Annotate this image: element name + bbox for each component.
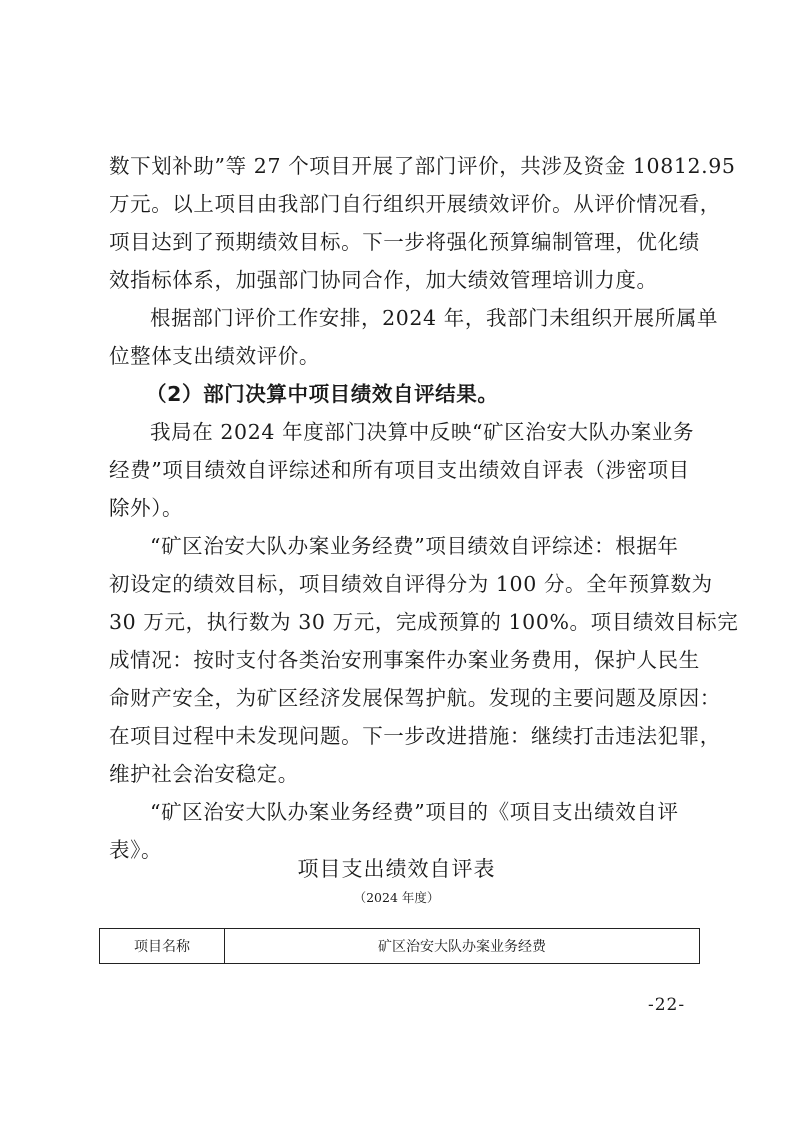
paragraph-4-line-2: 初设定的绩效目标，项目绩效自评得分为 100 分。全年预算数为 [109,572,713,596]
paragraph-4-line-6: 在项目过程中未发现问题。下一步改进措施：继续打击违法犯罪， [109,724,721,748]
evaluation-table [99,928,700,964]
paragraph-4-line-7: 维护社会治安稳定。 [109,762,299,786]
table-row [100,929,700,964]
paragraph-3-line-1: 我局在 2024 年度部门决算中反映“矿区治安大队办案业务 [150,420,695,444]
paragraph-5-line-2: 表》。 [109,838,163,862]
paragraph-4-line-4: 成情况：按时支付各类治安刑事案件办案业务费用，保护人民生 [109,648,700,672]
page-number: -22- [648,995,686,1015]
paragraph-1-line-4: 效指标体系，加强部门协同合作，加大绩效管理培训力度。 [109,268,658,292]
paragraph-5-line-1: “矿区治安大队办案业务经费”项目的《项目支出绩效自评 [150,800,679,824]
paragraph-2-line-1: 根据部门评价工作安排，2024 年，我部门未组织开展所属单 [150,306,719,330]
paragraph-1-line-1: 数下划补助”等 27 个项目开展了部门评价，共涉及资金 10812.95 [109,154,736,178]
table-title: 项目支出绩效自评表 [297,857,496,881]
paragraph-1-line-2: 万元。以上项目由我部门自行组织开展绩效评价。从评价情况看， [109,192,721,216]
project-name-value: 矿区治安大队办案业务经费 [225,929,700,964]
paragraph-4-line-5: 命财产安全，为矿区经济发展保驾护航。发现的主要问题及原因： [109,686,721,710]
project-name-label: 项目名称 [100,929,225,964]
table-subtitle: （2024 年度） [353,890,440,905]
paragraph-1-line-3: 项目达到了预期绩效目标。下一步将强化预算编制管理，优化绩 [109,230,700,254]
paragraph-4-line-1: “矿区治安大队办案业务经费”项目绩效自评综述：根据年 [150,534,679,558]
paragraph-2-line-2: 位整体支出绩效评价。 [109,344,320,368]
paragraph-3-line-2: 经费”项目绩效自评综述和所有项目支出绩效自评表（涉密项目 [109,458,690,482]
paragraph-3-line-3: 除外）。 [109,496,184,520]
section-heading: （2）部门决算中项目绩效自评结果。 [146,382,499,406]
paragraph-4-line-3: 30 万元，执行数为 30 万元，完成预算的 100%。项目绩效目标完 [109,610,739,634]
